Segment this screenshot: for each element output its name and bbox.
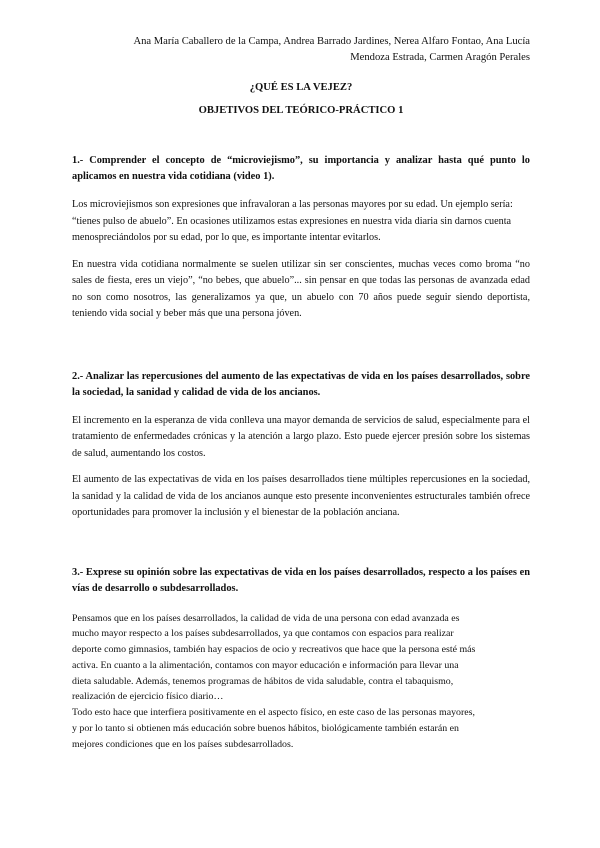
section-1-heading: 1.- Comprender el concepto de “microviejismo”, su importancia y analizar hasta qué punto lo aplicamos en nuestra vida cotidiana (video 1). bbox=[72, 155, 530, 182]
section-3-line: activa. En cuanto a la alimentación, contamos con mayor educación e información para llevar una bbox=[72, 659, 459, 671]
document-title: ¿QUÉ ES LA VEJEZ? bbox=[249, 82, 353, 93]
document-subtitle: OBJETIVOS DEL TEÓRICO-PRÁCTICO 1 bbox=[198, 105, 404, 116]
section-1-paragraph-1: Los microviejismos son expresiones que infravaloran a las personas mayores por su edad. Un ejemplo sería: “tienes pulso de abuelo”. En ocasiones utilizamos estas expresiones en nuestra vida diaria sin darnos cuenta menospreciándolos por su edad, por lo que, es importante intentar evitarlos. bbox=[72, 199, 513, 243]
section-3-line: mejores condiciones que en los países subdesarrollados. bbox=[72, 738, 294, 750]
authors-block bbox=[72, 34, 530, 66]
section-3-line: deporte como gimnasios, también hay espacios de ocio y recreativos que hace que la persona esté más bbox=[72, 644, 476, 656]
authors-line-2: Mendoza Estrada, Carmen Aragón Perales bbox=[350, 52, 530, 63]
section-2 bbox=[72, 369, 530, 522]
section-3-line: mucho mayor respecto a los países subdesarrollados, ya que contamos con espacios para realizar bbox=[72, 628, 454, 640]
section-1 bbox=[72, 153, 530, 323]
section-3-line: Pensamos que en los países desarrollados, la calidad de vida de una persona con edad avanzada es bbox=[72, 612, 460, 624]
section-3-line: realización de ejercicio físico diario… bbox=[72, 691, 224, 703]
section-3-line: y por lo tanto si obtienen más educación sobre buenos hábitos, biológicamente también estarán en bbox=[72, 723, 459, 735]
section-3-heading: 3.- Exprese su opinión sobre las expectativas de vida en los países desarrollados, respecto a los países en vías de desarrollo o subdesarrollados. bbox=[72, 566, 530, 594]
section-3-line: dieta saludable. Además, tenemos programas de hábitos de vida saludable, contra el tabaquismo, bbox=[72, 675, 454, 687]
section-1-paragraph-2: En nuestra vida cotidiana normalmente se suelen utilizar sin ser conscientes, muchas veces como broma “no sales de fiesta, eres un viejo”, “no bebes, que abuelo”... sin pensar en que todas las personas de avanzada edad no son como nosotros, las generalizamos ya que, un abuelo con 70 años puede seguir siendo deportista, teniendo vida social y beber más que una persona jóven. bbox=[72, 258, 530, 319]
section-3 bbox=[72, 565, 530, 753]
section-2-heading: 2.- Analizar las repercusiones del aumento de las expectativas de vida en los países desarrollados, sobre la sociedad, la sanidad y calidad de vida de los ancianos. bbox=[72, 370, 530, 398]
section-3-body bbox=[72, 611, 530, 753]
section-2-paragraph-1: El incremento en la esperanza de vida conlleva una mayor demanda de servicios de salud, especialmente para el tratamiento de enfermedades crónicas y la atención a largo plazo. Esto puede ejercer presión sobre los sistemas de salud, aumentando los costos. bbox=[72, 414, 530, 459]
section-2-paragraph-2: El aumento de las expectativas de vida en los países desarrollados tiene múltiples repercusiones en la sociedad, la sanidad y la calidad de vida de los ancianos aunque esto presente inconvenientes estructurales también ofrece oportunidades para promover la inclusión y el bienestar de la población anciana. bbox=[72, 474, 530, 518]
authors-line-1: Ana María Caballero de la Campa, Andrea Barrado Jardines, Nerea Alfaro Fontao, Ana Lucía bbox=[133, 36, 530, 47]
section-3-line: Todo esto hace que interfiera positivamente en el aspecto físico, en este caso de las personas mayores, bbox=[72, 707, 475, 719]
